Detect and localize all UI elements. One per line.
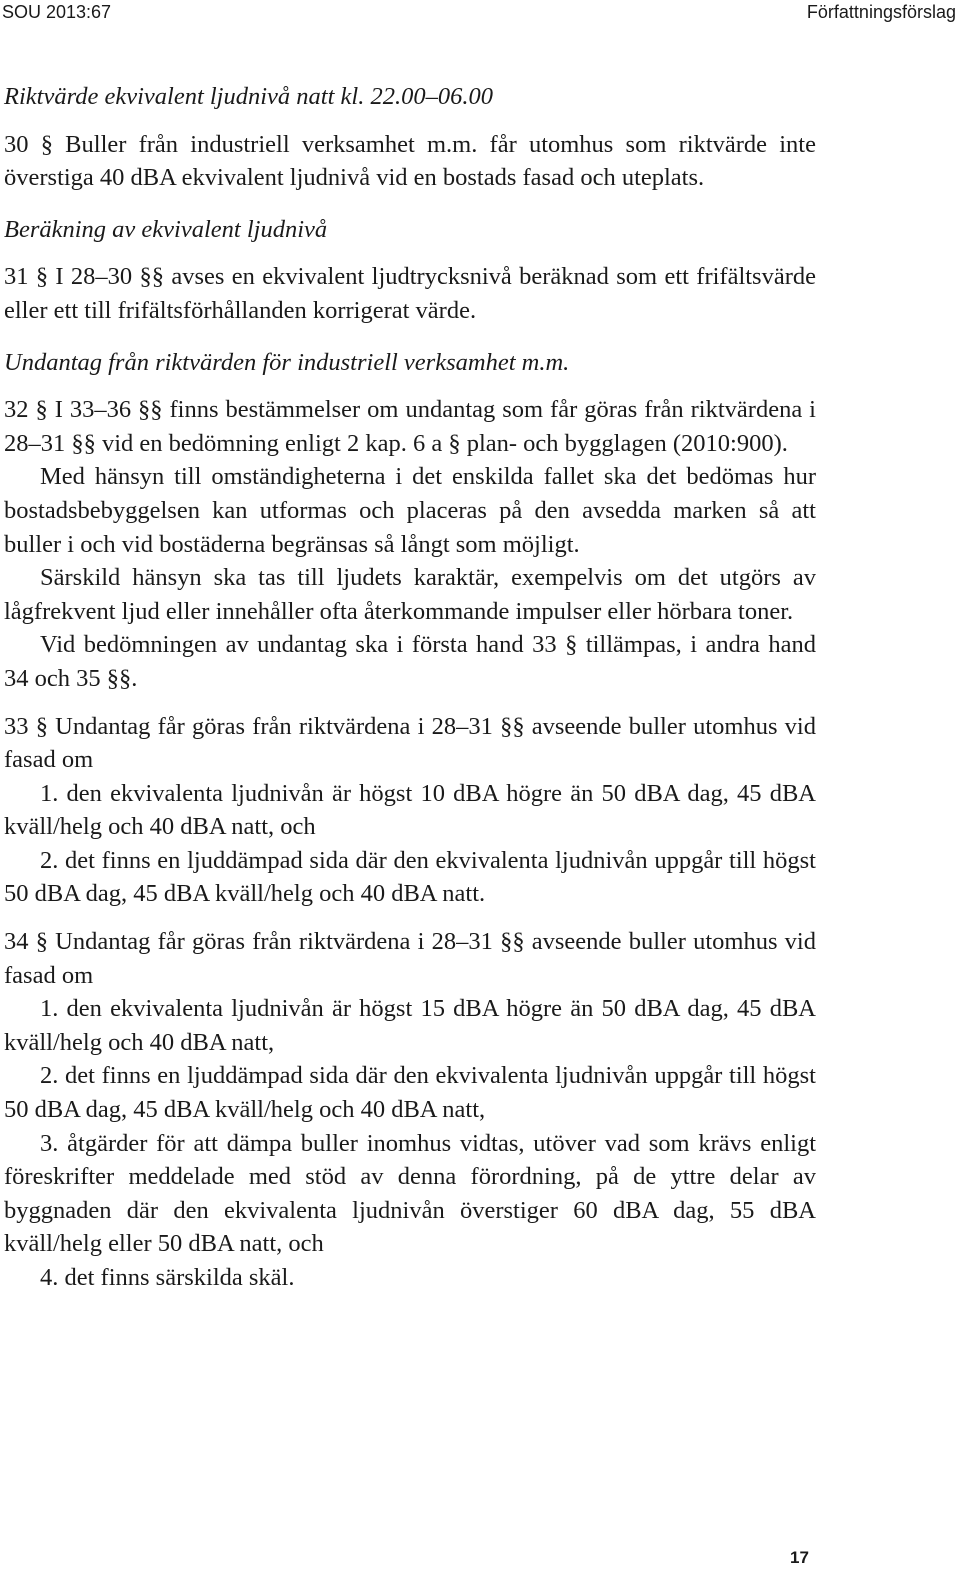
paragraph: 1. den ekvivalenta ljudnivån är högst 15 dBA högre än 50 dBA dag, 45 dBA kväll/helg och 40 dBA natt, — [4, 995, 816, 1056]
paragraph: 32 § I 33–36 §§ finns bestämmelser om undantag som får göras från riktvärdena i 28–31 §§ vid en bedömning enligt 2 kap. 6 a § plan- och bygglagen (2010:900). — [4, 396, 816, 457]
paragraph: Särskild hänsyn ska tas till ljudets karaktär, exempelvis om det utgörs av lågfrekvent ljud eller innehåller ofta återkommande impulser eller hörbara toner. — [4, 564, 816, 625]
paragraph: 33 § Undantag får göras från riktvärdena i 28–31 §§ avseende buller utomhus vid fasad om — [4, 712, 816, 774]
section-heading: Beräkning av ekvivalent ljudnivå — [4, 215, 328, 243]
paragraph: 30 § Buller från industriell verksamhet m.m. får utomhus som riktvärde inte överstiga 40 dBA ekvivalent ljudnivå vid en bostads fasad och uteplats. — [4, 130, 816, 192]
paragraph: 34 § Undantag får göras från riktvärdena i 28–31 §§ avseende buller utomhus vid fasad om — [4, 928, 816, 989]
page-header — [0, 0, 960, 30]
page-number: 17 — [790, 1548, 809, 1567]
paragraph: 3. åtgärder för att dämpa buller inomhus vidtas, utöver vad som krävs enligt föreskrifter meddelade med stöd av denna förordning, på de yttre delar av byggnaden där den ekvivalenta ljudnivån överstiger 60 dBA dag, 55 dBA kväll/helg eller 50 dBA natt, och — [4, 1129, 816, 1258]
section-heading: Undantag från riktvärden för industriell verksamhet m.m. — [4, 348, 570, 376]
paragraph: 4. det finns särskilda skäl. — [40, 1264, 295, 1291]
paragraph: 2. det finns en ljuddämpad sida där den ekvivalenta ljudnivån uppgår till högst 50 dBA dag, 45 dBA kväll/helg och 40 dBA natt, — [4, 1062, 816, 1124]
paragraph: 31 § I 28–30 §§ avses en ekvivalent ljudtrycksnivå beräknad som ett frifältsvärde eller ett till frifältsförhållanden korrigerat värde. — [4, 263, 816, 324]
section-title: Författningsförslag — [806, 2, 956, 22]
paragraph: Med hänsyn till omständigheterna i det enskilda fallet ska det bedömas hur bostadsbebyggelsen kan utformas och placeras på den avsedda marken så att buller i och vid bostäderna begränsas så långt som möjligt. — [4, 463, 816, 558]
document-body — [4, 80, 816, 1295]
paragraph: Vid bedömningen av undantag ska i första hand 33 § tillämpas, i andra hand 34 och 35 §§. — [4, 631, 816, 692]
section-heading: Riktvärde ekvivalent ljudnivå natt kl. 22.00–06.00 — [4, 83, 493, 110]
paragraph: 2. det finns en ljuddämpad sida där den ekvivalenta ljudnivån uppgår till högst 50 dBA dag, 45 dBA kväll/helg och 40 dBA natt. — [4, 846, 816, 908]
report-id: SOU 2013:67 — [2, 2, 112, 22]
paragraph: 1. den ekvivalenta ljudnivån är högst 10 dBA högre än 50 dBA dag, 45 dBA kväll/helg och 40 dBA natt, och — [4, 779, 816, 841]
